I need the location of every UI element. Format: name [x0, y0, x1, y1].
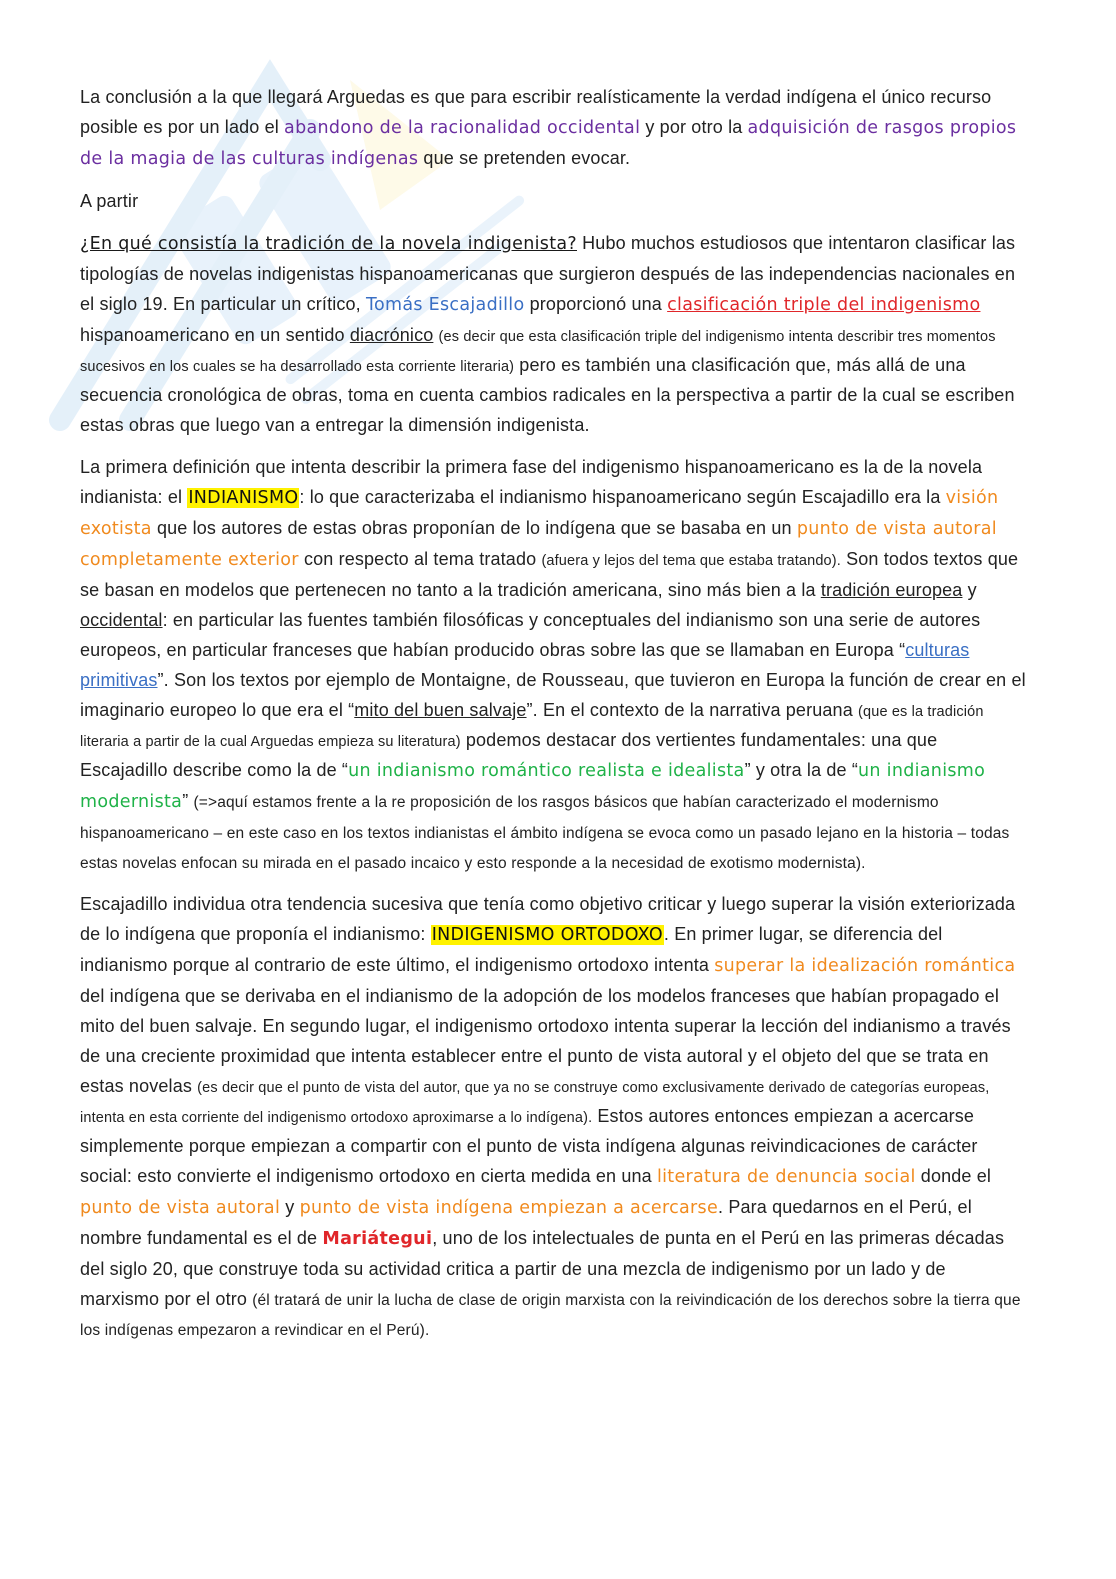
- aside-note: (afuera y lejos del tema que estaba tratando).: [541, 553, 841, 569]
- highlight-abandono: abandono de la racionalidad occidental: [284, 118, 641, 138]
- highlight-denuncia-social: literatura de denuncia social: [656, 1167, 916, 1187]
- term-tradicion-europea: tradición europea: [820, 580, 963, 600]
- aside-note-marxismo: (él tratará de unir la lucha de clase de origin marxista con la reivindicación de los derechos sobre la tierra que los indígenas empezaron a revindicar en el Perú).: [80, 1292, 1021, 1339]
- section-question: ¿En qué consistía la tradición de la novela indigenista?: [80, 234, 577, 254]
- name-mariategui: Mariátegui: [322, 1229, 433, 1249]
- highlight-superar-idealizacion: superar la idealización romántica: [714, 956, 1016, 976]
- paragraph-tradicion: ¿En qué consistía la tradición de la novela indigenista? Hubo muchos estudiosos que intentaron clasificar las tipologías de novelas indigenistas hispanoamericanas que surgieron después de las independencias nacionales en el siglo 19. En particular un crítico, Tomás Escajadillo proporcionó una clasificación triple del indigenismo hispanoamericano en un sentido diacrónico (es decir que esta clasificación triple del indigenismo intenta describir tres momentos sucesivos en los cuales se ha desarrollado esta corriente literaria) pero es también una clasificación que, más allá de una secuencia cronológica de obras, toma en cuenta cambios radicales en la perspectiva a partir de la cual se escriben estas obras que luego van a entregar la dimensión indigenista.: [80, 233, 1016, 435]
- highlight-punto-vista-exterior: punto de vista autoral completamente exterior: [80, 519, 997, 570]
- term-culturas-primitivas: culturas primitivas: [80, 640, 970, 690]
- label-indigenismo-ortodoxo: INDIGENISMO ORTODOXO: [431, 925, 663, 945]
- document-body: [80, 82, 1030, 1356]
- paragraph-indianismo: La primera definición que intenta describir la primera fase del indigenismo hispanoamericano es la de la novela indianista: el INDIANISMO: lo que caracterizaba el indianismo hispanoamericano según Escajadillo era la visión exotista que los autores de estas obras proponían de lo indígena que se basaba en un punto de vista autoral completamente exterior con respecto al tema tratado (afuera y lejos del tema que estaba tratando). Son todos textos que se basan en modelos que pertenecen no tanto a la tradición americana, sino más bien a la tradición europea y occidental: en particular las fuentes también filosóficas y conceptuales del indianismo son una serie de autores europeos, en particular franceses que habían producido obras sobre las que se llamaban en Europa “culturas primitivas”. Son los textos por ejemplo de Montaigne, de Rousseau, que tuvieron en Europa la función de crear en el imaginario europeo lo que era el “mito del buen salvaje”. En el contexto de la narrativa peruana (que es la tradición literaria a partir de la cual Arguedas empieza su literatura) podemos destacar dos vertientes fundamentales: una que Escajadillo describe como la de “un indianismo romántico realista e idealista” y otra la de “un indianismo modernista” (=>aquí estamos frente a la re proposición de los rasgos básicos que habían caracterizado el modernismo hispanoamericano – en este caso en los textos indianistas el ámbito indígena se evoca como un pasado lejano en la historia – todas estas novelas enfocan su mirada en el pasado incaico y esto responde a la necesidad de exotismo modernista).: [80, 457, 1026, 872]
- highlight-adquisicion: adquisición de rasgos propios de la magia de las culturas indígenas: [80, 118, 1017, 169]
- aside-note: (que es la tradición literaria a partir de la cual Arguedas empieza su literatura): [80, 704, 984, 750]
- highlight-indianismo-romantico: un indianismo romántico realista e idealista: [348, 761, 745, 781]
- highlight-clasificacion: clasificación triple del indigenismo: [667, 295, 981, 315]
- critic-name: Tomás Escajadillo: [365, 295, 525, 315]
- highlight-vision-exotista: visión exotista: [80, 488, 999, 539]
- aside-note-modernismo: (=>aquí estamos frente a la re proposición de los rasgos básicos que habían caracterizado el modernismo hispanoamericano – en este caso en los textos indianistas el ámbito indígena se evoca como un pasado lejano en la historia – todas estas novelas enfocan su mirada en el pasado incaico y esto responde a la necesidad de exotismo modernista).: [80, 794, 1010, 872]
- highlight-indianismo-modernista: un indianismo modernista: [80, 761, 986, 812]
- paragraph-conclusion: La conclusión a la que llegará Arguedas es que para escribir realísticamente la verdad indígena el único recurso posible es por un lado el abandono de la racionalidad occidental y por otro la adquisición de rasgos propios de la magia de las culturas indígenas que se pretenden evocar.: [80, 87, 1017, 169]
- aside-note: (es decir que el punto de vista del autor, que ya no se construye como exclusivamente derivado de categorías europeas, intenta en esta corriente del indigenismo ortodoxo aproximarse a lo indígena).: [80, 1080, 990, 1126]
- highlight-punto-vista-indigena: punto de vista indígena empiezan a acercarse: [299, 1198, 719, 1218]
- term-diacronico: diacrónico: [349, 325, 434, 345]
- paragraph-indigenismo-ortodoxo: Escajadillo individua otra tendencia sucesiva que tenía como objetivo criticar y luego superar la visión exteriorizada de lo indígena que proponía el indianismo: INDIGENISMO ORTODOXO. En primer lugar, se diferencia del indianismo porque al contrario de este último, el indigenismo ortodoxo intenta superar la idealización romántica del indígena que se derivaba en el indianismo de la adopción de los modelos franceses que habían propagado el mito del buen salvaje. En segundo lugar, el indigenismo ortodoxo intenta superar la lección del indianismo a través de una creciente proximidad que intenta establecer entre el punto de vista autoral y el objeto del que se trata en estas novelas (es decir que el punto de vista del autor, que ya no se construye como exclusivamente derivado de categorías europeas, intenta en esta corriente del indigenismo ortodoxo aproximarse a lo indígena). Estos autores entonces empiezan a acercarse simplemente porque empiezan a compartir con el punto de vista indígena algunas reivindicaciones de carácter social: esto convierte el indigenismo ortodoxo en cierta medida en una literatura de denuncia social donde el punto de vista autoral y punto de vista indígena empiezan a acercarse. Para quedarnos en el Perú, el nombre fundamental es el de Mariátegui, uno de los intelectuales de punta en el Perú en las primeras décadas del siglo 20, que construye toda su actividad critica a partir de una mezcla de indigenismo por un lado y de marxismo por el otro (él tratará de unir la lucha de clase de origin marxista con la reivindicación de los derechos sobre la tierra que los indígenas empezaron a revindicar en el Perú).: [80, 894, 1021, 1339]
- aside-note: (es decir que esta clasificación triple del indigenismo intenta describir tres momentos sucesivos en los cuales se ha desarrollado esta corriente literaria): [80, 329, 996, 375]
- label-indianismo: INDIANISMO: [188, 488, 299, 508]
- paragraph-a-partir: A partir: [80, 191, 139, 211]
- term-occidental: occidental: [80, 610, 163, 630]
- highlight-punto-vista-autoral: punto de vista autoral: [80, 1198, 281, 1218]
- term-mito-buen-salvaje: mito del buen salvaje: [354, 700, 527, 720]
